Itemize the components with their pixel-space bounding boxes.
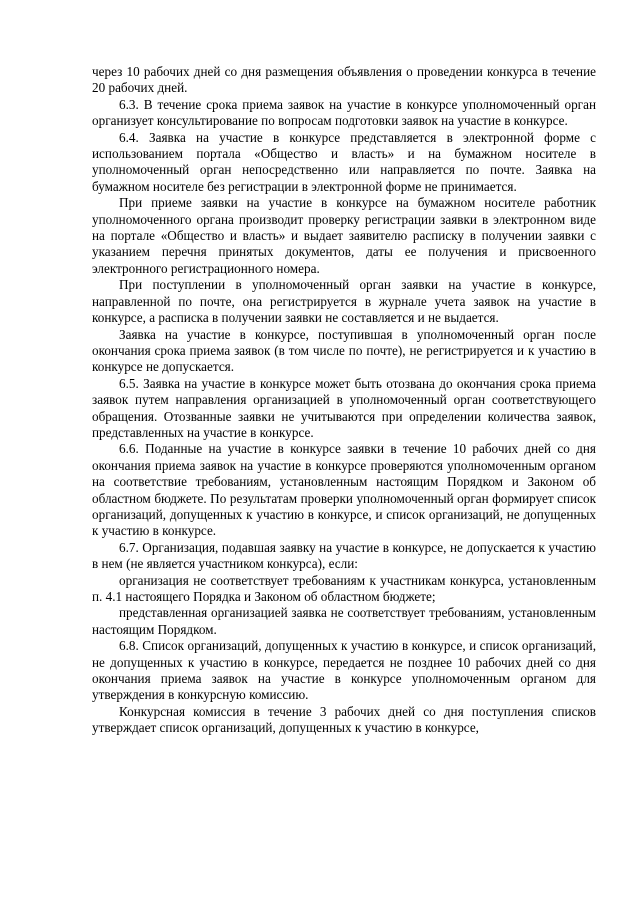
paragraph-6: Заявка на участие в конкурсе, поступившая в уполномоченный орган после окончания срока приема заявок (в том числе по почте), не регистрируется и к участию в конкурсе не допускается. (92, 326, 596, 375)
paragraph-1: через 10 рабочих дней со дня размещения объявления о проведении конкурса в течение 20 рабочих дней. (92, 64, 596, 96)
paragraph-10: организация не соответствует требованиям к участникам конкурса, установленным п. 4.1 настоящего Порядка и Законом об областном бюджете; (92, 572, 596, 604)
paragraph-2: 6.3. В течение срока приема заявок на участие в конкурсе уполномоченный орган организует консультирование по вопросам подготовки заявок на участие в конкурсе. (92, 96, 596, 129)
paragraph-13: Конкурсная комиссия в течение 3 рабочих дней со дня поступления списков утверждает список организаций, допущенных к участию в конкурсе, (92, 703, 596, 736)
paragraph-8: 6.6. Поданные на участие в конкурсе заявки в течение 10 рабочих дней со дня окончания приема заявок на участие в конкурсе проверяются уполномоченным органом на соответствие требованиям, установленным настоящим Порядком и Законом об областном бюджете. По результатам проверки уполномоченный орган формирует список организаций, допущенных к участию в конкурсе, и список организаций, не допущенных к участию в конкурсе. (92, 441, 596, 539)
paragraph-12: 6.8. Список организаций, допущенных к участию в конкурсе, и список организаций, не допущенных к участию в конкурсе, передается не позднее 10 рабочих дней со дня окончания приема заявок на участие в конкурсе уполномоченным органом для утверждения в конкурсную комиссию. (92, 638, 596, 703)
paragraph-3: 6.4. Заявка на участие в конкурсе представляется в электронной форме с использованием портала «Общество и власть» и на бумажном носителе в уполномоченный орган непосредственно или направляется по почте. Заявка на бумажном носителе без регистрации в электронной форме не принимается. (92, 129, 596, 194)
document-page (92, 64, 596, 737)
paragraph-4: При приеме заявки на участие в конкурсе на бумажном носителе работник уполномоченного органа производит проверку регистрации заявки в электронном виде на портале «Общество и власть» и выдает заявителю расписку в получении заявки с указанием перечня принятых документов, даты ее получения и присвоенного электронного регистрационного номера. (92, 195, 596, 276)
paragraph-5: При поступлении в уполномоченный орган заявки на участие в конкурсе, направленной по почте, она регистрируется в журнале учета заявок на участие в конкурсе, а расписка в получении заявки не составляется и не выдается. (92, 277, 596, 326)
paragraph-7: 6.5. Заявка на участие в конкурсе может быть отозвана до окончания срока приема заявок путем направления организацией в уполномоченный орган соответствующего обращения. Отозванные заявки не учитываются при определении количества заявок, представленных на участие в конкурсе. (92, 375, 596, 440)
paragraph-9: 6.7. Организация, подавшая заявку на участие в конкурсе, не допускается к участию в нем (не является участником конкурса), если: (92, 539, 596, 572)
paragraph-11: представленная организацией заявка не соответствует требованиям, установленным настоящим Порядком. (92, 605, 596, 637)
